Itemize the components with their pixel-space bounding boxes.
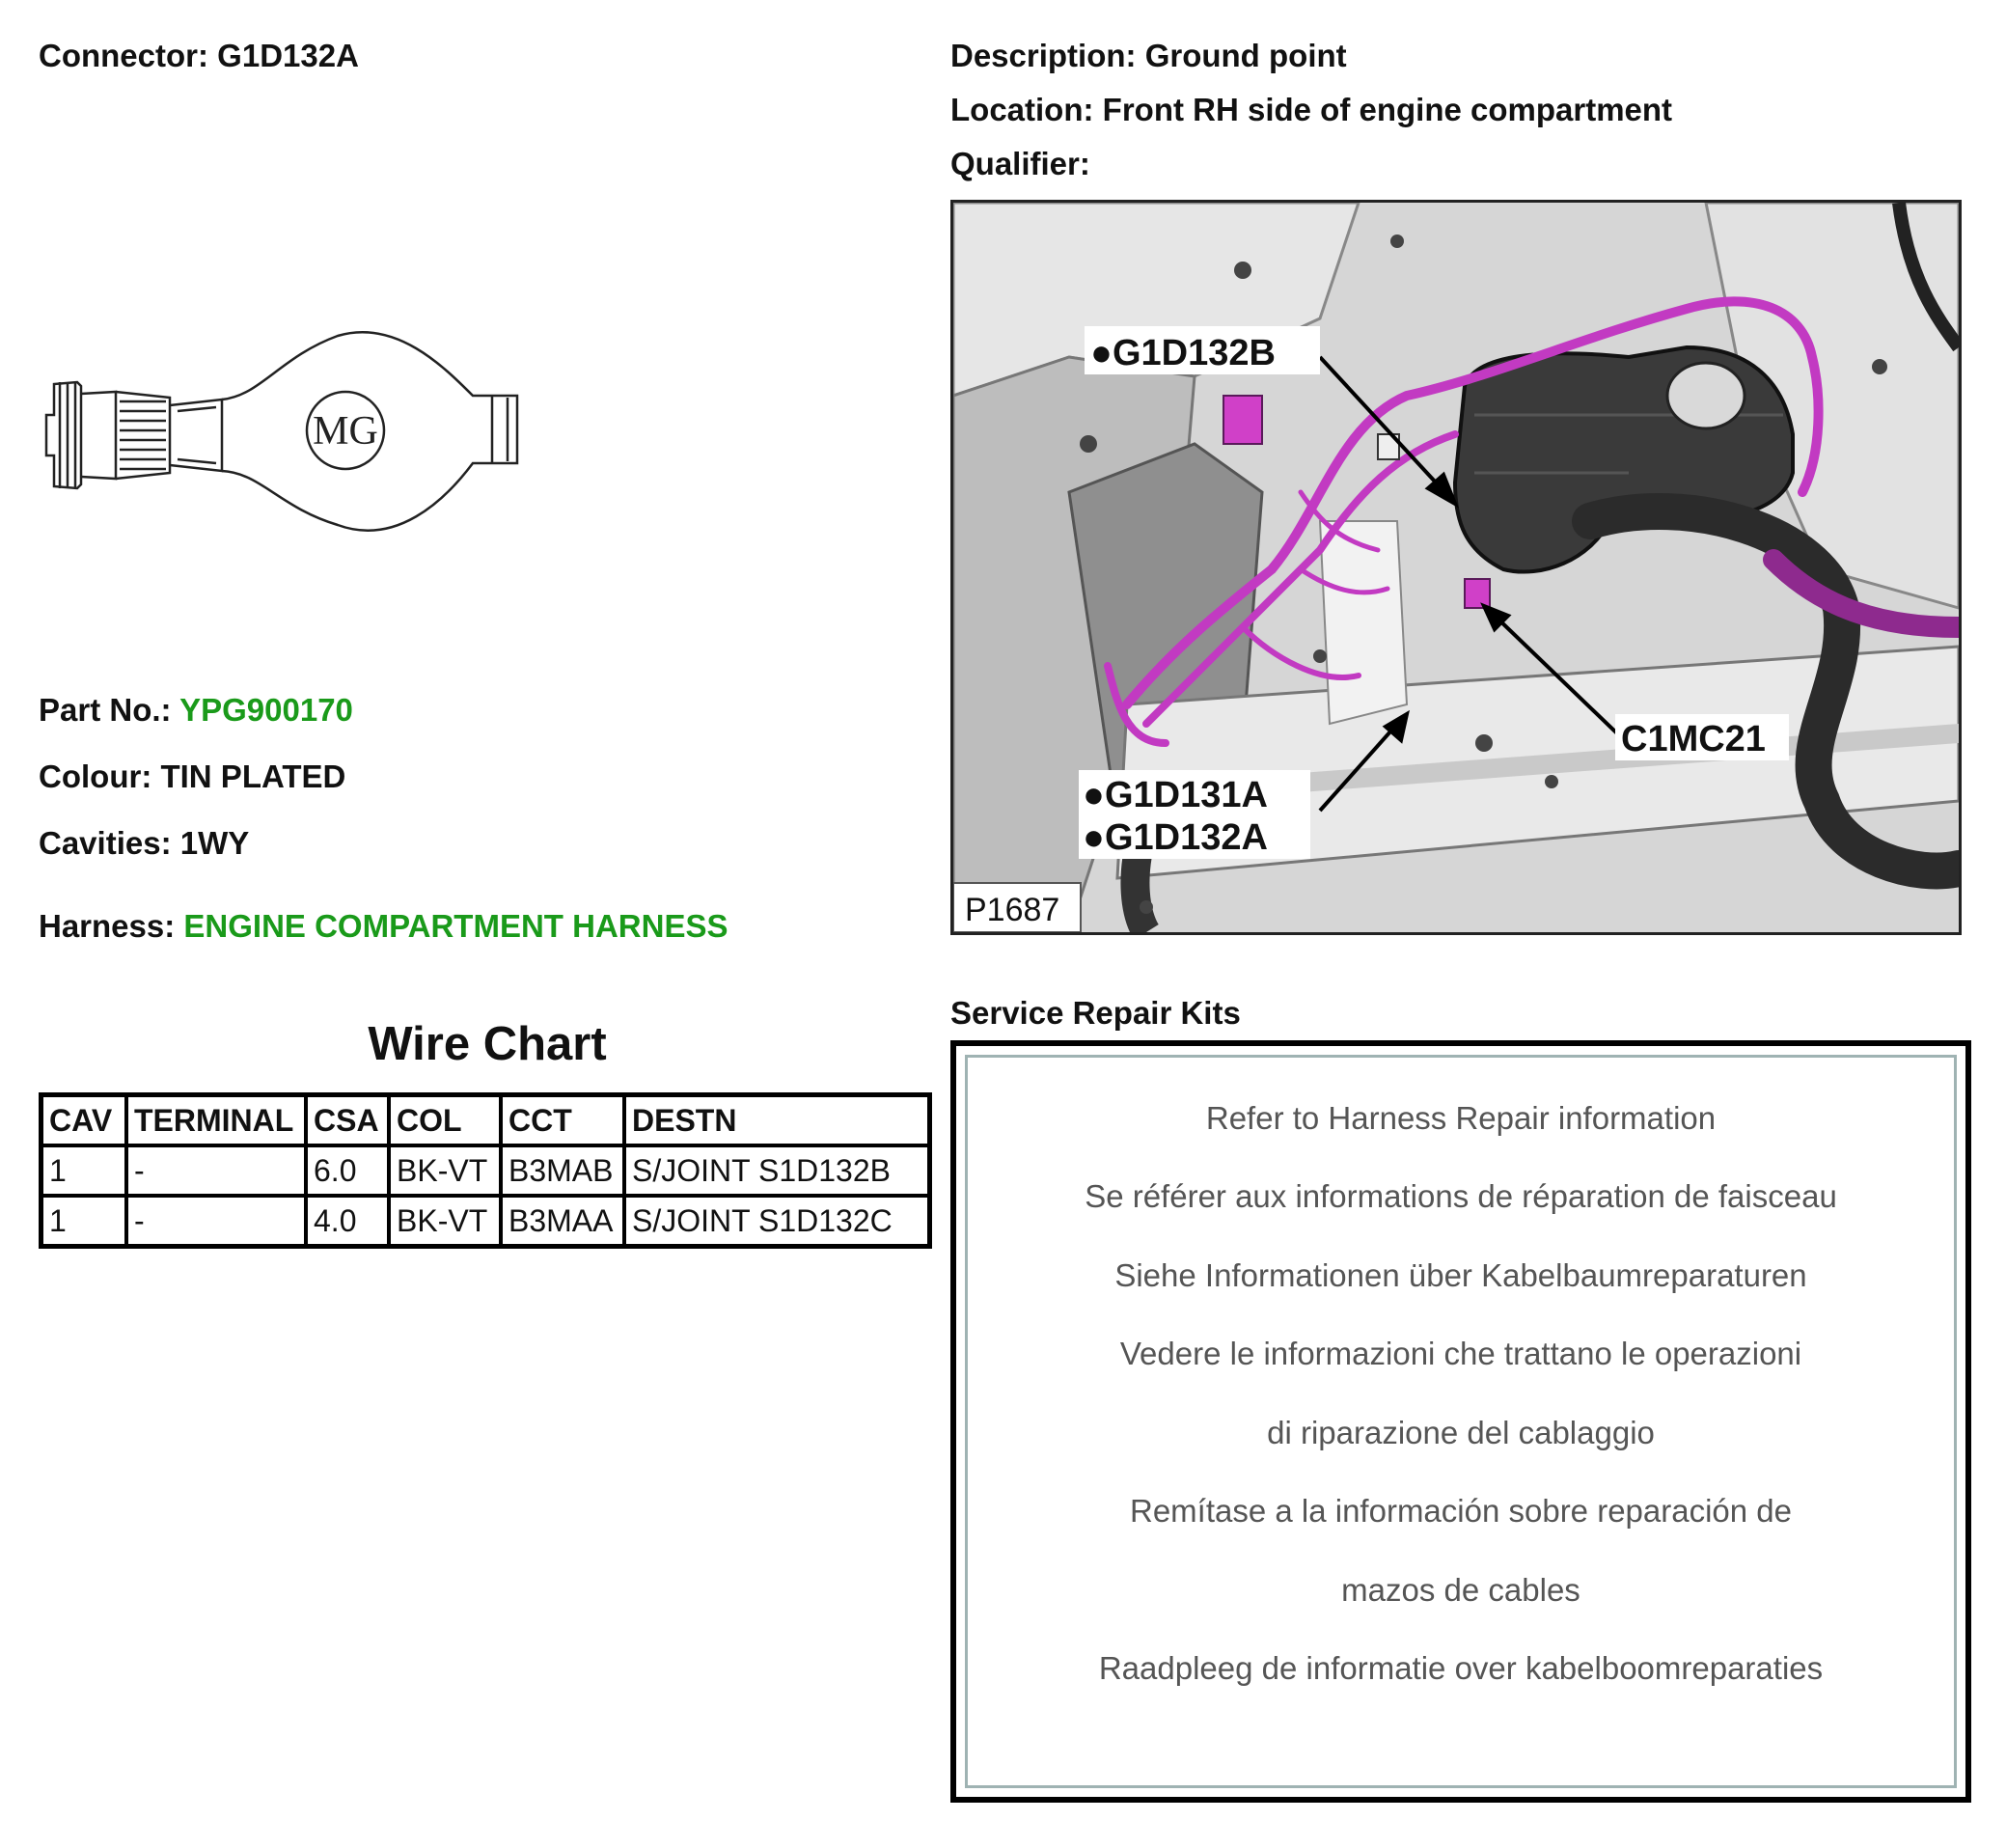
cell-destn: S/JOINT S1D132C	[624, 1196, 930, 1247]
kit-line: Vedere le informazioni che trattano le operazioni	[1119, 1336, 1802, 1371]
qualifier-field	[950, 145, 1090, 183]
svg-text:C1MC21: C1MC21	[1621, 719, 1766, 759]
location-field	[950, 91, 1672, 129]
cell-terminal: -	[126, 1145, 306, 1196]
connector-field	[39, 37, 359, 75]
connector-value: G1D132A	[217, 38, 359, 73]
colour-field	[39, 758, 345, 796]
service-repair-kits-box	[950, 1040, 1971, 1803]
callout-g1d132b	[1085, 326, 1320, 374]
description-field	[950, 37, 1347, 75]
kit-line: Siehe Informationen über Kabelbaumreparaturen	[1114, 1257, 1807, 1293]
cavities-field	[39, 824, 249, 863]
harness-field	[39, 907, 728, 946]
harness-value[interactable]: ENGINE COMPARTMENT HARNESS	[183, 908, 728, 944]
terminal-mark-text: MG	[313, 409, 378, 454]
kit-line: Raadpleeg de informatie over kabelboomreparaties	[1098, 1650, 1824, 1686]
photo-code-label	[953, 883, 1081, 932]
cell-csa: 6.0	[306, 1145, 389, 1196]
location-label: Location:	[950, 92, 1094, 127]
wire-chart-title: Wire Chart	[368, 1018, 607, 1070]
cell-csa: 4.0	[306, 1196, 389, 1247]
cell-cct: B3MAB	[501, 1145, 624, 1196]
kit-line: Refer to Harness Repair information	[1205, 1100, 1717, 1136]
wire-chart-table	[39, 1092, 932, 1249]
svg-text:P1687: P1687	[965, 892, 1060, 928]
kit-line: mazos de cables	[1341, 1572, 1580, 1608]
colour-value: TIN PLATED	[160, 759, 346, 794]
header-terminal: TERMINAL	[126, 1095, 306, 1146]
description-label: Description:	[950, 38, 1137, 73]
header-csa: CSA	[306, 1095, 389, 1146]
table-header-row	[41, 1095, 930, 1146]
callout-g1d132a	[1079, 816, 1310, 859]
engine-compartment-photo	[950, 200, 1962, 935]
header-col: COL	[389, 1095, 501, 1146]
kit-line: Se référer aux informations de réparation de faisceau	[1085, 1178, 1837, 1214]
harness-label: Harness:	[39, 908, 176, 944]
connector-label: Connector:	[39, 38, 208, 73]
table-row	[41, 1196, 930, 1247]
callout-g1d131a	[1079, 770, 1310, 816]
header-cct: CCT	[501, 1095, 624, 1146]
cavities-value: 1WY	[179, 825, 250, 861]
part-no-field	[39, 691, 353, 730]
svg-text:●G1D132A: ●G1D132A	[1083, 817, 1268, 858]
cell-cav: 1	[41, 1196, 127, 1247]
cell-terminal: -	[126, 1196, 306, 1247]
qualifier-label: Qualifier:	[950, 146, 1090, 181]
colour-label: Colour:	[39, 759, 152, 794]
cavities-label: Cavities:	[39, 825, 172, 861]
description-value: Ground point	[1144, 38, 1347, 73]
kit-line: Remítase a la información sobre reparación de	[1129, 1493, 1793, 1529]
cell-cav: 1	[41, 1145, 127, 1196]
callout-c1mc21	[1615, 714, 1789, 760]
header-destn: DESTN	[624, 1095, 930, 1146]
cell-col: BK-VT	[389, 1145, 501, 1196]
cell-cct: B3MAA	[501, 1196, 624, 1247]
service-repair-kits-title: Service Repair Kits	[950, 995, 1241, 1031]
ring-terminal-icon	[39, 318, 531, 550]
cell-destn: S/JOINT S1D132B	[624, 1145, 930, 1196]
cell-col: BK-VT	[389, 1196, 501, 1247]
svg-text:●G1D131A: ●G1D131A	[1083, 775, 1268, 815]
header-cav: CAV	[41, 1095, 127, 1146]
location-value: Front RH side of engine compartment	[1102, 92, 1673, 127]
service-repair-kits-inner	[965, 1055, 1957, 1788]
table-row	[41, 1145, 930, 1196]
part-no-label: Part No.:	[39, 692, 172, 728]
svg-text:●G1D132B: ●G1D132B	[1090, 333, 1276, 373]
part-no-value[interactable]: YPG900170	[179, 692, 353, 728]
kit-line: di riparazione del cablaggio	[1267, 1415, 1655, 1450]
